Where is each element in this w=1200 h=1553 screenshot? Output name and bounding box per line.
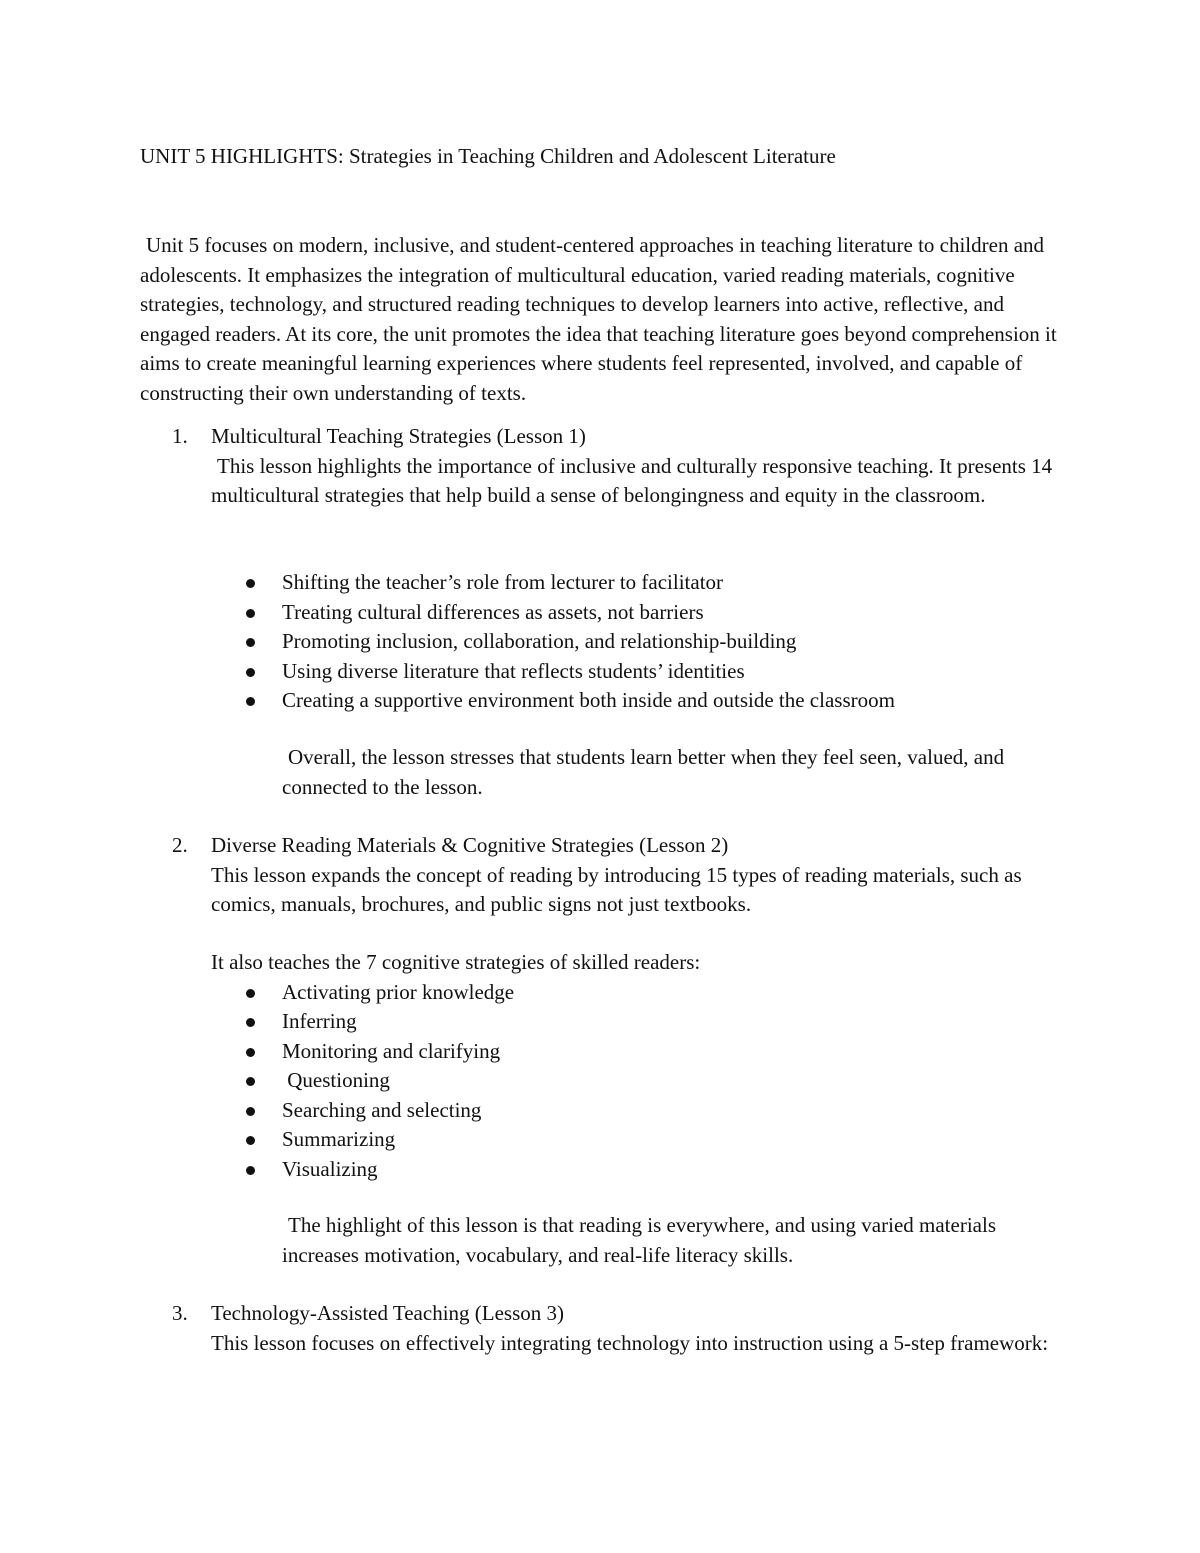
section-heading: Diverse Reading Materials & Cognitive Strategies (Lesson 2) <box>211 833 729 857</box>
list-item-text: Activating prior knowledge <box>282 979 515 1004</box>
list-item <box>0 1096 1200 1126</box>
bullet-list <box>0 568 1200 716</box>
section-number: 2. <box>172 833 188 857</box>
bullet-icon <box>246 1077 255 1086</box>
list-item <box>0 598 1200 628</box>
bullet-icon <box>246 1018 255 1027</box>
list-item-text: Inferring <box>282 1009 357 1033</box>
bullet-icon <box>246 697 255 706</box>
list-item <box>0 627 1200 657</box>
bullet-icon <box>246 668 255 677</box>
list-item-text: Creating a supportive environment both inside and outside the classroom <box>282 688 895 712</box>
section-number: 1. <box>172 424 188 448</box>
list-item-text: Shifting the teacher’s role from lecturer to facilitator <box>282 570 724 594</box>
section-heading: Technology-Assisted Teaching (Lesson 3) <box>211 1301 565 1325</box>
list-item <box>0 657 1200 687</box>
bullet-icon <box>246 638 255 647</box>
bullet-icon <box>246 1166 255 1175</box>
list-item-text: Visualizing <box>282 1156 378 1181</box>
section-summary: The highlight of this lesson is that reading is everywhere, and using varied materials increases motivation, vocabulary, and real-life literacy skills. <box>282 1213 996 1267</box>
section-description: This lesson focuses on effectively integrating technology into instruction using a 5-step framework: <box>211 1330 1049 1355</box>
document-title: UNIT 5 HIGHLIGHTS: Strategies in Teaching Children and Adolescent Literature <box>140 144 836 168</box>
bullet-icon <box>246 989 255 998</box>
list-item <box>0 1007 1200 1037</box>
section-description: This lesson expands the concept of reading by introducing 15 types of reading materials, such as comics, manuals, brochures, and public signs not just textbooks. <box>211 862 1022 916</box>
list-item <box>0 1066 1200 1096</box>
list-item-text: Treating cultural differences as assets, not barriers <box>282 599 704 624</box>
list-item <box>0 1037 1200 1067</box>
intro-paragraph: Unit 5 focuses on modern, inclusive, and student-centered approaches in teaching literature to children and adolescents. It emphasizes the integration of multicultural education, varied reading materials, cognitive strategies, technology, and structured reading techniques to develop learners into active, reflective, and engaged readers. At its core, the unit promotes the idea that teaching literature goes beyond comprehension it aims to create meaningful learning experiences where students feel represented, involved, and capable of constructing their own understanding of texts. <box>140 233 1057 405</box>
bullet-icon <box>246 1136 255 1145</box>
list-item <box>0 978 1200 1008</box>
bullet-icon <box>246 609 255 618</box>
section-description: This lesson highlights the importance of inclusive and culturally responsive teaching. It presents 14 multicultural strategies that help build a sense of belongingness and equity in the classroom. <box>211 453 1053 507</box>
section-summary: Overall, the lesson stresses that students learn better when they feel seen, valued, and connected to the lesson. <box>282 745 1005 799</box>
bullet-list <box>0 978 1200 1185</box>
section-heading: Multicultural Teaching Strategies (Lesson 1) <box>211 424 586 448</box>
list-item-text: Monitoring and clarifying <box>282 1038 501 1063</box>
list-item <box>0 568 1200 598</box>
list-item <box>0 686 1200 716</box>
list-item-text: Searching and selecting <box>282 1097 482 1122</box>
list-item <box>0 1155 1200 1185</box>
list-item-text: Promoting inclusion, collaboration, and relationship-building <box>282 629 797 653</box>
list-item-text: Questioning <box>282 1068 390 1092</box>
bullet-icon <box>246 579 255 588</box>
section-subintro: It also teaches the 7 cognitive strategies of skilled readers: <box>211 950 701 974</box>
list-item-text: Summarizing <box>282 1127 396 1151</box>
bullet-icon <box>246 1048 255 1057</box>
section-number: 3. <box>172 1301 188 1325</box>
bullet-icon <box>246 1107 255 1116</box>
list-item <box>0 1125 1200 1155</box>
list-item-text: Using diverse literature that reflects students’ identities <box>282 658 745 683</box>
